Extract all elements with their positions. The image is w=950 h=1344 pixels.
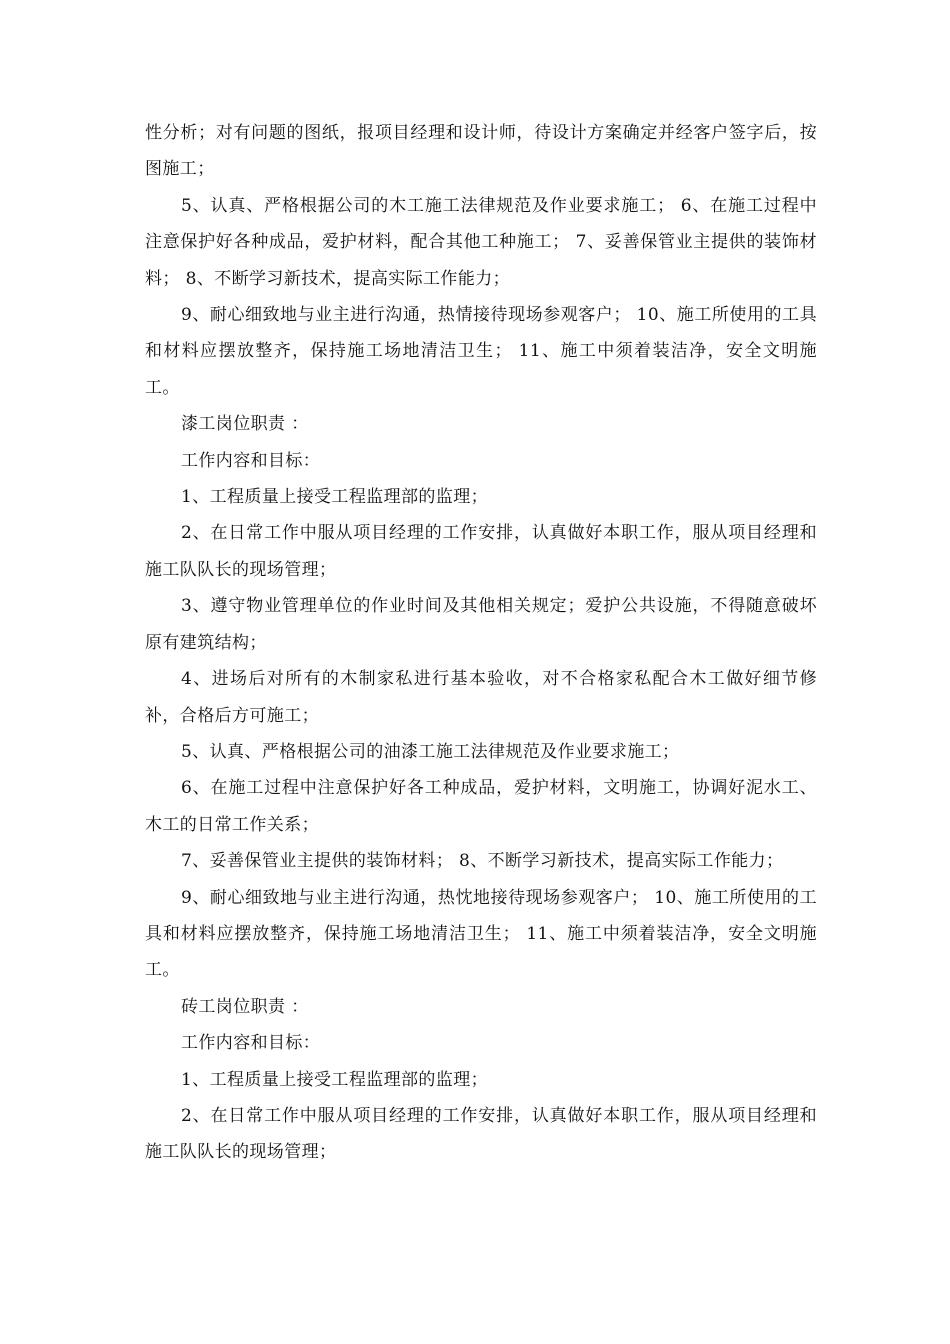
subheading-painter-work-content: 工作内容和目标： (181, 450, 321, 471)
paragraph-painter-duty-2: 2、在日常工作中服从项目经理的工作安排，认真做好本职工作，服从项目经理和施工队队长的现场管理； (145, 523, 817, 580)
paragraph-painter-duty-3: 3、遵守物业管理单位的作业时间及其他相关规定；爱护公共设施，不得随意破坏原有建筑结构； (145, 596, 817, 653)
paragraph-painter-duty-5: 5、认真、严格根据公司的油漆工施工法律规范及作业要求施工； (181, 741, 680, 762)
paragraph-carpenter-duties-9-11: 9、耐心细致地与业主进行沟通，热情接待现场参观客户； 10、施工所使用的工具和材料应摆放整齐，保持施工场地清洁卫生； 11、施工中须着装洁净，安全文明施工。 (145, 305, 817, 398)
subheading-bricklayer-work-content: 工作内容和目标： (181, 1033, 321, 1054)
heading-bricklayer-duties: 砖工岗位职责 ： (181, 996, 309, 1017)
heading-painter-duties: 漆工岗位职责 ： (181, 414, 309, 435)
paragraph-painter-duty-4: 4、进场后对所有的木制家私进行基本验收，对不合格家私配合木工做好细节修补，合格后方可施工； (145, 669, 817, 726)
paragraph-bricklayer-duty-2: 2、在日常工作中服从项目经理的工作安排，认真做好本职工作，服从项目经理和施工队队长的现场管理； (145, 1105, 817, 1163)
paragraph-painter-duty-1: 1、工程质量上接受工程监理部的监理； (181, 487, 489, 508)
document-page (145, 115, 817, 1171)
paragraph-painter-duty-9-11: 9、耐心细致地与业主进行沟通，热忱地接待现场参观客户； 10、施工所使用的工具和材料应摆放整齐，保持施工场地清洁卫生； 11、施工中须着装洁净，安全文明施工。 (145, 887, 817, 981)
paragraph-continuation: 性分析；对有问题的图纸，报项目经理和设计师，待设计方案确定并经客户签字后，按图施工； (145, 123, 817, 180)
paragraph-painter-duty-7-8: 7、妥善保管业主提供的装饰材料； 8、不断学习新技术，提高实际工作能力； (181, 851, 784, 872)
paragraph-carpenter-duties-5-8: 5、认真、严格根据公司的木工施工法律规范及作业要求施工； 6、在施工过程中注意保护好各种成品，爱护材料，配合其他工种施工； 7、妥善保管业主提供的装饰材料； 8、不断学习新技术，提高实际工作能力； (145, 195, 817, 289)
paragraph-bricklayer-duty-1: 1、工程质量上接受工程监理部的监理； (181, 1069, 489, 1090)
paragraph-painter-duty-6: 6、在施工过程中注意保护好各工种成品，爱护材料，文明施工，协调好泥水工、木工的日常工作关系； (145, 778, 817, 835)
